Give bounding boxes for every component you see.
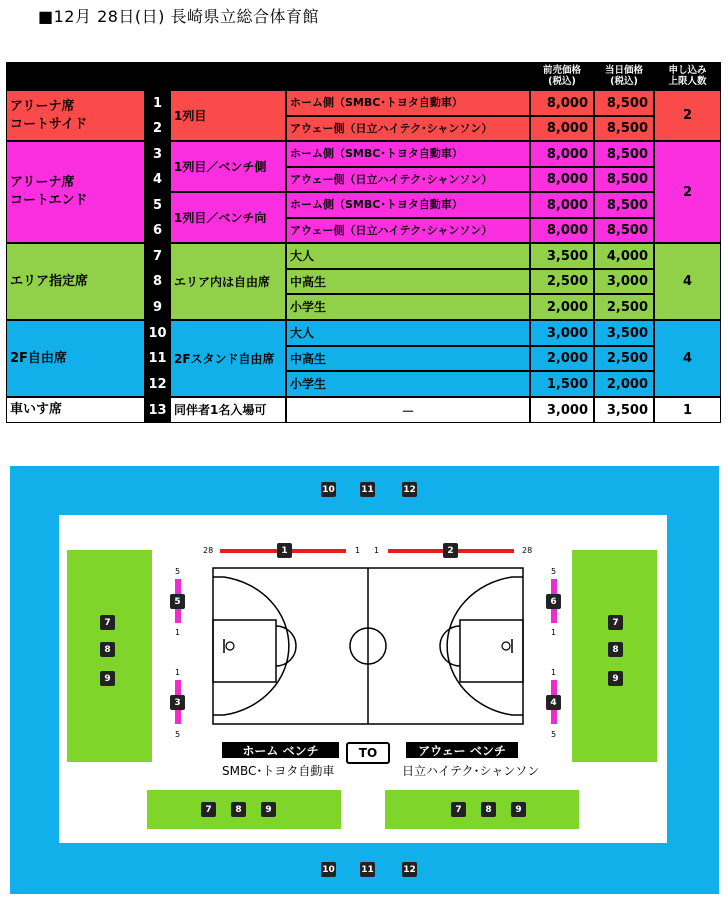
home-bench: ホーム ベンチ xyxy=(222,742,339,758)
header-blank-3 xyxy=(170,62,286,90)
dayof-price: 8,500 xyxy=(594,141,654,167)
seat-end-number: 5 xyxy=(551,730,557,739)
sub-bench-side: 1列目／ベンチ側 xyxy=(170,141,286,192)
away-bench: アウェー ベンチ xyxy=(406,742,518,758)
home-team-name: SMBC･トヨタ自動車 xyxy=(222,764,335,778)
group-2f: 2F自由席 xyxy=(6,320,145,397)
limit-value: 1 xyxy=(654,397,721,423)
group-arena-side: アリーナ席 コートサイド xyxy=(6,90,145,141)
seat-badge: 10 xyxy=(321,482,336,497)
dayof-price: 8,500 xyxy=(594,116,654,141)
group-area: エリア指定席 xyxy=(6,243,145,320)
limit-value: 2 xyxy=(654,141,721,243)
table-officials: TO xyxy=(346,742,390,764)
row-number: 7 xyxy=(145,243,170,269)
basketball-court xyxy=(212,567,524,725)
dayof-price: 2,000 xyxy=(594,371,654,397)
group-arena-end: アリーナ席 コートエンド xyxy=(6,141,145,243)
seat-type: ホーム側（SMBC･トヨタ自動車） xyxy=(286,90,530,116)
seat-end-number: 5 xyxy=(175,730,181,739)
dayof-price: 2,500 xyxy=(594,346,654,371)
seat-badge: 8 xyxy=(608,642,623,657)
dayof-price: 3,000 xyxy=(594,269,654,294)
page-title: ■12月 28日(日) 長崎県立総合体育館 xyxy=(38,7,319,26)
seat-badge: 4 xyxy=(546,695,561,710)
sub-area-free: エリア内は自由席 xyxy=(170,243,286,320)
presale-price: 8,000 xyxy=(530,192,594,218)
seat-badge: 10 xyxy=(321,862,336,877)
seat-badge: 11 xyxy=(360,862,375,877)
seat-type: － xyxy=(286,397,530,423)
dayof-price: 3,500 xyxy=(594,397,654,423)
header-limit: 申し込み 上限人数 xyxy=(654,62,721,90)
seat-end-number: 28 xyxy=(203,546,214,555)
seat-badge: 9 xyxy=(261,802,276,817)
header-blank-2 xyxy=(145,62,170,90)
seat-badge: 8 xyxy=(231,802,246,817)
header-dayof: 当日価格 (税込) xyxy=(594,62,654,90)
seat-type: アウェー側（日立ハイテク･シャンソン） xyxy=(286,167,530,192)
seat-type: 小学生 xyxy=(286,294,530,320)
dayof-price: 8,500 xyxy=(594,192,654,218)
limit-value: 4 xyxy=(654,243,721,320)
seat-end-number: 1 xyxy=(175,668,181,677)
sub-row1: 1列目 xyxy=(170,90,286,141)
row-number: 12 xyxy=(145,371,170,397)
row-number: 13 xyxy=(145,397,170,423)
seat-end-number: 1 xyxy=(355,546,361,555)
seat-type: 大人 xyxy=(286,243,530,269)
seat-end-number: 1 xyxy=(551,668,557,677)
price-table xyxy=(6,62,721,423)
header-blank-1 xyxy=(6,62,145,90)
sub-bench-facing: 1列目／ベンチ向 xyxy=(170,192,286,243)
row-number: 10 xyxy=(145,320,170,346)
dayof-price: 3,500 xyxy=(594,320,654,346)
seat-badge: 9 xyxy=(511,802,526,817)
header-blank-4 xyxy=(286,62,530,90)
seat-type: アウェー側（日立ハイテク･シャンソン） xyxy=(286,116,530,141)
seat-badge: 1 xyxy=(277,543,292,558)
row-number: 5 xyxy=(145,192,170,218)
seat-badge: 9 xyxy=(608,671,623,686)
presale-price: 2,500 xyxy=(530,269,594,294)
seat-end-number: 1 xyxy=(551,628,557,637)
limit-value: 2 xyxy=(654,90,721,141)
presale-price: 2,000 xyxy=(530,294,594,320)
seat-badge: 9 xyxy=(100,671,115,686)
dayof-price: 8,500 xyxy=(594,218,654,243)
seat-badge: 11 xyxy=(360,482,375,497)
seat-end-number: 5 xyxy=(551,567,557,576)
seat-badge: 5 xyxy=(170,594,185,609)
seat-badge: 7 xyxy=(608,615,623,630)
seat-type: 小学生 xyxy=(286,371,530,397)
seat-end-number: 28 xyxy=(522,546,533,555)
seat-badge: 7 xyxy=(100,615,115,630)
seat-badge: 3 xyxy=(170,695,185,710)
row-number: 2 xyxy=(145,116,170,141)
dayof-price: 2,500 xyxy=(594,294,654,320)
sub-stand-free: 2Fスタンド自由席 xyxy=(170,320,286,397)
seat-badge: 12 xyxy=(402,862,417,877)
group-wheelchair: 車いす席 xyxy=(6,397,145,423)
sub-companion: 同伴者1名入場可 xyxy=(170,397,286,423)
header-presale: 前売価格 (税込) xyxy=(530,62,594,90)
presale-price: 8,000 xyxy=(530,141,594,167)
row-number: 11 xyxy=(145,346,170,371)
seat-badge: 8 xyxy=(100,642,115,657)
seat-type: アウェー側（日立ハイテク･シャンソン） xyxy=(286,218,530,243)
presale-price: 3,000 xyxy=(530,397,594,423)
presale-price: 8,000 xyxy=(530,167,594,192)
dayof-price: 4,000 xyxy=(594,243,654,269)
seat-badge: 7 xyxy=(451,802,466,817)
presale-price: 8,000 xyxy=(530,90,594,116)
seat-type: ホーム側（SMBC･トヨタ自動車） xyxy=(286,141,530,167)
seat-end-number: 1 xyxy=(374,546,380,555)
seat-badge: 8 xyxy=(481,802,496,817)
row-number: 8 xyxy=(145,269,170,294)
row-number: 6 xyxy=(145,218,170,243)
seat-badge: 12 xyxy=(402,482,417,497)
row-number: 9 xyxy=(145,294,170,320)
seat-badge: 2 xyxy=(443,543,458,558)
seat-type: 中高生 xyxy=(286,346,530,371)
away-team-name: 日立ハイテク･シャンソン xyxy=(402,764,540,778)
presale-price: 8,000 xyxy=(530,218,594,243)
limit-value: 4 xyxy=(654,320,721,397)
dayof-price: 8,500 xyxy=(594,167,654,192)
presale-price: 2,000 xyxy=(530,346,594,371)
seat-badge: 7 xyxy=(201,802,216,817)
seat-type: ホーム側（SMBC･トヨタ自動車） xyxy=(286,192,530,218)
seat-end-number: 5 xyxy=(175,567,181,576)
dayof-price: 8,500 xyxy=(594,90,654,116)
row-number: 3 xyxy=(145,141,170,167)
row-number: 4 xyxy=(145,167,170,192)
presale-price: 3,000 xyxy=(530,320,594,346)
row-number: 1 xyxy=(145,90,170,116)
presale-price: 1,500 xyxy=(530,371,594,397)
presale-price: 8,000 xyxy=(530,116,594,141)
seat-type: 大人 xyxy=(286,320,530,346)
seat-type: 中高生 xyxy=(286,269,530,294)
seat-end-number: 1 xyxy=(175,628,181,637)
seat-badge: 6 xyxy=(546,594,561,609)
presale-price: 3,500 xyxy=(530,243,594,269)
